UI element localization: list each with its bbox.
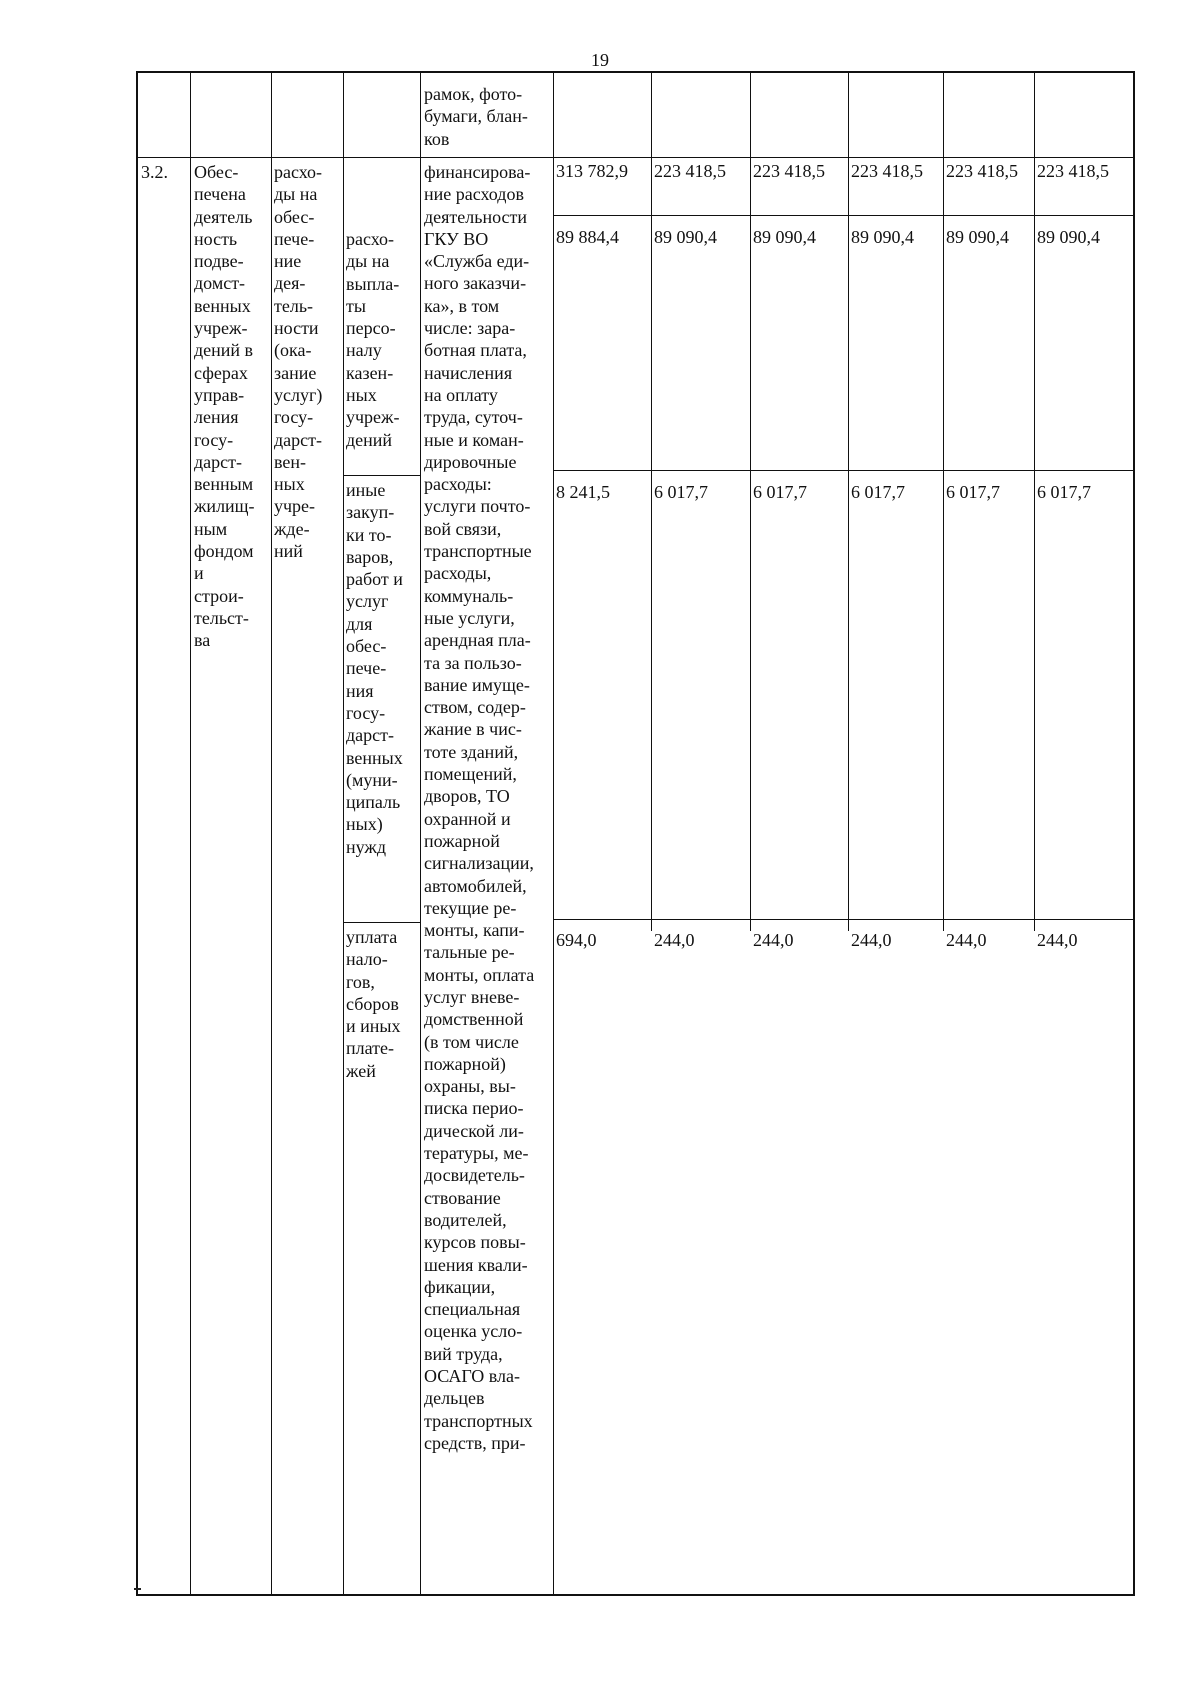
procurement-value: 6 017,7 bbox=[753, 482, 807, 502]
table-border-left bbox=[136, 71, 138, 1596]
personnel-value: 89 090,4 bbox=[753, 227, 816, 247]
row-line bbox=[136, 157, 1135, 158]
scan-mark bbox=[134, 1588, 141, 1590]
procurement-value: 6 017,7 bbox=[946, 482, 1000, 502]
personnel-value: 89 090,4 bbox=[851, 227, 914, 247]
procurement-value: 8 241,5 bbox=[556, 482, 610, 502]
total-value: 223 418,5 bbox=[1037, 161, 1109, 181]
col-line bbox=[343, 71, 344, 1596]
total-value: 223 418,5 bbox=[851, 161, 923, 181]
row-line bbox=[553, 919, 1135, 920]
procurement-value: 6 017,7 bbox=[851, 482, 905, 502]
total-value: 223 418,5 bbox=[753, 161, 825, 181]
col-line bbox=[848, 71, 849, 931]
personnel-value: 89 090,4 bbox=[654, 227, 717, 247]
subrow-label-taxes: уплата нало- гов, сборов и иных плате- жей bbox=[346, 927, 401, 1081]
col-line bbox=[190, 71, 191, 1596]
taxes-value: 244,0 bbox=[753, 930, 794, 950]
taxes-value: 244,0 bbox=[1037, 930, 1078, 950]
expense-group: расхо- ды на обес- пече- ние дея- тель- ности (ока- зание услуг) госу- дарст- вен- ных учре- жде- ний bbox=[274, 162, 323, 562]
row-line bbox=[553, 470, 1135, 471]
total-value: 223 418,5 bbox=[654, 161, 726, 181]
personnel-value: 89 884,4 bbox=[556, 227, 619, 247]
page-number: 19 bbox=[591, 50, 609, 70]
taxes-value: 244,0 bbox=[851, 930, 892, 950]
col-line bbox=[1034, 71, 1035, 931]
subrow-label-procurement: иные закуп- ки то- варов, работ и услуг для обес- пече- ния госу- дарст- венных (муни- ципаль ных) нужд bbox=[346, 480, 403, 857]
col-line bbox=[420, 71, 421, 1596]
taxes-value: 694,0 bbox=[556, 930, 597, 950]
row-name: Обес- печена деятель ность подве- домст- венных учреж- дений в сферах управ- ления госу- дарст- венным жилищ- ным фондом и строи- тельст- ва bbox=[194, 162, 255, 651]
top-fragment-text: рамок, фото- бумаги, блан- ков bbox=[424, 84, 528, 149]
col-line bbox=[651, 71, 652, 931]
table-border-right bbox=[1133, 71, 1135, 1596]
description-text: финансирова- ние расходов деятельности ГКУ ВО «Служба еди- ного заказчи- ка», в том числе: зара- ботная плата, начисления на оплату труда, суточ- ные и коман- дировочные расходы: услуги почто- вой связи, транспортные расходы, коммуналь- ные услуги, арендная пла- та за пользо- вание имуще- ством, содер- жание в чис- тоте зданий, помещений, дворов, ТО охранной и пожарной сигнализации, автомобилей, текущие ре- монты, капи- тальные ре- монты, оплата услуг вневе- домственной (в том числе пожарной) охраны, вы- писка перио- дической ли- тературы, ме- досвидетель- ствование водителей, курсов повы- шения квали- фикации, специальная оценка усло- вий труда, ОСАГО вла- дельцев транспортных средств, при- bbox=[424, 162, 535, 1453]
taxes-value: 244,0 bbox=[946, 930, 987, 950]
row-line bbox=[343, 922, 420, 923]
row-line bbox=[343, 475, 420, 476]
personnel-value: 89 090,4 bbox=[946, 227, 1009, 247]
col-line bbox=[943, 71, 944, 931]
row-line bbox=[553, 215, 1135, 216]
col-line bbox=[750, 71, 751, 931]
col-line bbox=[553, 71, 554, 1596]
table-border-bottom bbox=[136, 1594, 1135, 1596]
subrow-label-personnel: расхо- ды на выпла- ты персо- налу казен- ных учреж- дений bbox=[346, 229, 400, 450]
taxes-value: 244,0 bbox=[654, 930, 695, 950]
procurement-value: 6 017,7 bbox=[1037, 482, 1091, 502]
row-number: 3.2. bbox=[141, 162, 168, 182]
personnel-value: 89 090,4 bbox=[1037, 227, 1100, 247]
total-value: 223 418,5 bbox=[946, 161, 1018, 181]
procurement-value: 6 017,7 bbox=[654, 482, 708, 502]
col-line bbox=[271, 71, 272, 1596]
table-border-top bbox=[136, 71, 1135, 73]
total-value: 313 782,9 bbox=[556, 161, 628, 181]
